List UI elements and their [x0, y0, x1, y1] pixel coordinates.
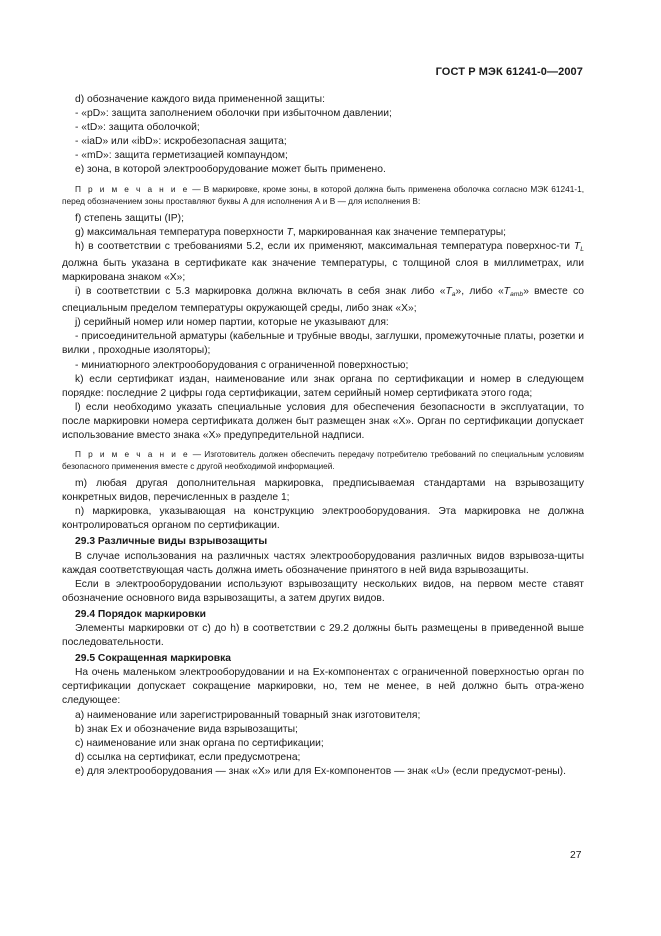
section-heading-29-3: 29.3 Различные виды взрывозащиты: [75, 536, 268, 548]
note-1: [62, 183, 584, 207]
page-body: [62, 93, 584, 779]
text-run: g) максимальная температура поверхности: [75, 226, 287, 238]
subscript: a: [451, 291, 456, 299]
paragraph: На очень маленьком электрооборудовании и на Ex-компонентах с ограниченной поверхностью орган по сертификации допускает сокращение маркировки, но, тем не менее, в ней должно быть отра-жено следующее:: [62, 667, 584, 707]
subscript: L: [580, 245, 584, 253]
list-item-d: d) обозначение каждого вида примененной защиты:: [75, 94, 325, 105]
section-heading-29-4: 29.4 Порядок маркировки: [75, 608, 206, 620]
note-text: — В маркировке, кроме зоны, в которой должна быть применена оболочка согласно МЭК 61241-1, перед обозначением зоны проставляют буквы А для исполнения А и В — для исполнения В:: [62, 183, 584, 206]
list-item-e: e) для электрооборудования — знак «X» или для Ex-компонентов — знак «U» (если предусмот-рены).: [75, 765, 566, 777]
note-2: [62, 448, 584, 472]
paragraph: Элементы маркировки от c) до h) в соответствии с 29.2 должны быть размещены в приведенной выше последовательности.: [62, 623, 584, 649]
text-run: » вместе со специальным пределом температуры окружающей среды, либо знак «X»;: [62, 286, 584, 315]
list-item-b: b) знак Ex и обозначение вида взрывозащиты;: [75, 723, 298, 735]
note-label: П р и м е ч а н и е: [75, 183, 190, 194]
paragraph: В случае использования на различных частях электрооборудования различных видов взрывоза-щиты каждая соответствующая часть должна иметь обозначение принятого в ней вида взрывозащиты.: [62, 550, 584, 576]
text-run: », либо «: [455, 286, 504, 298]
symbol-t: T: [286, 226, 293, 238]
list-item-l: l) если необходимо указать специальные условия для обеспечения безопасности в эксплуатации, то после маркировки номера сертификата должен быт размещен знак «X». Орган по сертификации допускает использование вместо знака «X» предупредительной надписи.: [62, 401, 584, 441]
list-subitem-j2: - миниатюрного электрооборудования с ограниченной поверхностью;: [75, 359, 409, 371]
symbol-t: T: [503, 286, 510, 298]
text-run: h) в соответствии с требованиями 5.2, если их применяют, максимальная температура поверхнос-ти: [75, 240, 574, 252]
list-item-a: a) наименование или зарегистрированный товарный знак изготовителя;: [75, 709, 421, 721]
subscript: amb: [509, 291, 524, 299]
paragraph: Если в электрооборудовании используют взрывозащиту нескольких видов, на первом месте ставят обозначение основного вида взрывозащиты, а затем других видов.: [62, 578, 584, 604]
list-item-n: n) маркировка, указывающая на конструкцию электрооборудования. Эта маркировка не должна контролироваться органом по сертификации.: [62, 506, 584, 532]
list-item-e: e) зона, в которой электрооборудование может быть применено.: [75, 164, 386, 176]
list-item-d: d) ссылка на сертификат, если предусмотрена;: [75, 751, 301, 763]
list-item-g: [62, 226, 584, 240]
list-subitem-pd: - «pD»: защита заполнением оболочки при избыточном давлении;: [75, 108, 392, 120]
list-item-k: k) если сертификат издан, наименование или знак органа по сертификации и номер в следующем порядке: последние 2 цифры года сертификации, затем серийный номер сертификата этого года;: [62, 373, 584, 399]
note-text: — Изготовитель должен обеспечить передачу потребителю требований по специальным условиям безопасного применения вместе с другой необходимой информацией.: [62, 449, 584, 472]
symbol-t: T: [445, 286, 452, 298]
page-number: 27: [570, 850, 582, 861]
list-item-m: m) любая другая дополнительная маркировка, предписываемая стандартами на взрывозащиту конкретных видов, перечисленных в разделе 1;: [62, 478, 584, 504]
list-item-h: [62, 240, 584, 285]
list-item-c: c) наименование или знак органа по сертификации;: [75, 737, 324, 749]
text-run: i) в соответствии с 5.3 маркировка должна включать в себя знак либо «: [75, 286, 446, 298]
list-item-f: f) степень защиты (IP);: [75, 212, 184, 224]
list-subitem-td: - «tD»: защита оболочкой;: [75, 122, 200, 134]
list-item-j: j) серийный номер или номер партии, которые не указывают для:: [75, 317, 389, 329]
list-subitem-j1: - присоединительной арматуры (кабельные и трубные вводы, заглушки, промежуточные платы, розетки и вилки , проходные изоляторы);: [62, 331, 584, 357]
text-run: должна быть указана в сертификате как значение температуры, с толщиной слоя в миллиметрах, или маркирована знаком «X»;: [62, 257, 584, 283]
note-label: П р и м е ч а н и е: [75, 449, 190, 460]
list-subitem-iad: - «iaD» или «ibD»: искробезопасная защита;: [75, 136, 287, 148]
running-header: ГОСТ Р МЭК 61241-0—2007: [435, 66, 583, 78]
list-item-i: [62, 285, 584, 316]
list-subitem-md: - «mD»: защита герметизацией компаундом;: [75, 150, 288, 162]
section-heading-29-5: 29.5 Сокращенная маркировка: [75, 653, 232, 665]
symbol-t: T: [573, 240, 581, 252]
text-run: , маркированная как значение температуры;: [292, 226, 507, 238]
